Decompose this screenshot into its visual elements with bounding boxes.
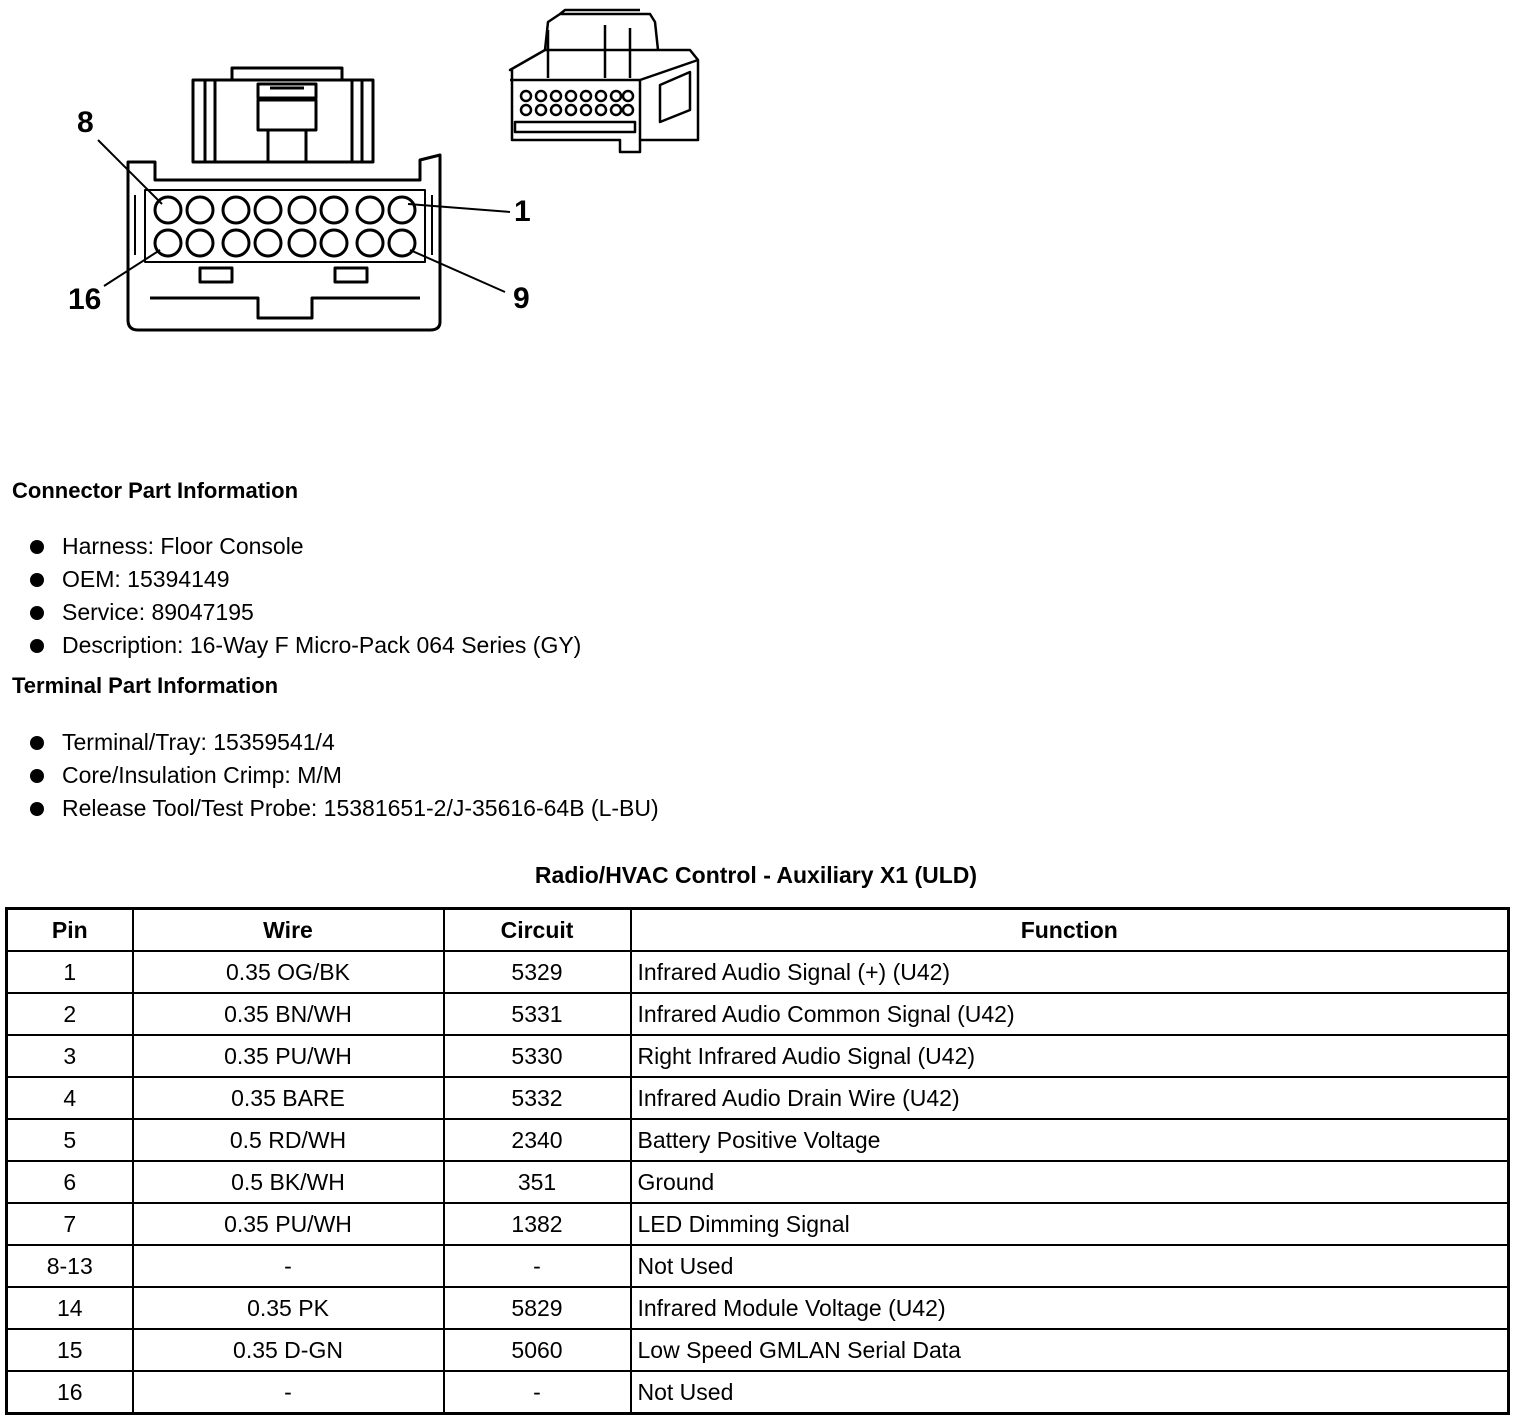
wire-cell: 0.35 PU/WH <box>133 1035 444 1077</box>
wire-cell: 0.35 BN/WH <box>133 993 444 1035</box>
bullet-icon <box>30 573 44 587</box>
pinout-table <box>5 907 1510 1415</box>
table-body <box>7 951 1509 1414</box>
circuit-cell: - <box>444 1371 631 1414</box>
pin-cell: 3 <box>7 1035 133 1077</box>
table-row <box>7 951 1509 993</box>
function-cell: Infrared Module Voltage (U42) <box>631 1287 1509 1329</box>
pin-cell: 4 <box>7 1077 133 1119</box>
wire-cell: 0.35 PU/WH <box>133 1203 444 1245</box>
table-row <box>7 1371 1509 1414</box>
wire-cell: 0.5 RD/WH <box>133 1119 444 1161</box>
circuit-cell: 2340 <box>444 1119 631 1161</box>
bullet-icon <box>30 606 44 620</box>
pin-callout-9: 9 <box>513 282 530 315</box>
wire-cell: 0.35 D-GN <box>133 1329 444 1371</box>
bullet-icon <box>30 736 44 750</box>
circuit-cell: 5329 <box>444 951 631 993</box>
table-header-row <box>7 909 1509 952</box>
wire-cell: 0.35 OG/BK <box>133 951 444 993</box>
pin-cell: 7 <box>7 1203 133 1245</box>
wire-cell: 0.35 BARE <box>133 1077 444 1119</box>
column-header-pin: Pin <box>7 909 133 952</box>
circuit-cell: 5330 <box>444 1035 631 1077</box>
function-cell: LED Dimming Signal <box>631 1203 1509 1245</box>
connector-info-heading: Connector Part Information <box>12 478 299 503</box>
pin-cell: 16 <box>7 1371 133 1414</box>
list-item: Terminal/Tray: 15359541/4 <box>28 726 659 759</box>
list-item: Release Tool/Test Probe: 15381651-2/J-35616-64B (L-BU) <box>28 792 659 825</box>
function-cell: Ground <box>631 1161 1509 1203</box>
circuit-cell: 5060 <box>444 1329 631 1371</box>
circuit-cell: 1382 <box>444 1203 631 1245</box>
bullet-icon <box>30 639 44 653</box>
circuit-cell: 5829 <box>444 1287 631 1329</box>
table-row <box>7 1329 1509 1371</box>
function-cell: Not Used <box>631 1245 1509 1287</box>
table-row <box>7 1203 1509 1245</box>
connector-info-list <box>28 530 581 662</box>
column-header-function: Function <box>631 909 1509 952</box>
table-row <box>7 1161 1509 1203</box>
wire-cell: - <box>133 1371 444 1414</box>
list-item: Core/Insulation Crimp: M/M <box>28 759 659 792</box>
function-cell: Low Speed GMLAN Serial Data <box>631 1329 1509 1371</box>
table-row <box>7 1287 1509 1329</box>
pin-cell: 15 <box>7 1329 133 1371</box>
table-row <box>7 1119 1509 1161</box>
list-item: OEM: 15394149 <box>28 563 581 596</box>
wire-cell: - <box>133 1245 444 1287</box>
list-item: Description: 16-Way F Micro-Pack 064 Series (GY) <box>28 629 581 662</box>
pin-cell: 14 <box>7 1287 133 1329</box>
pin-callout-16: 16 <box>68 283 102 316</box>
pin-cell: 1 <box>7 951 133 993</box>
circuit-cell: 351 <box>444 1161 631 1203</box>
column-header-wire: Wire <box>133 909 444 952</box>
connector-diagram <box>0 0 760 400</box>
bullet-icon <box>30 540 44 554</box>
terminal-info-list <box>28 726 659 825</box>
table-title: Radio/HVAC Control - Auxiliary X1 (ULD) <box>534 862 978 888</box>
pin-cell: 2 <box>7 993 133 1035</box>
function-cell: Infrared Audio Signal (+) (U42) <box>631 951 1509 993</box>
pin-cell: 8-13 <box>7 1245 133 1287</box>
function-cell: Infrared Audio Drain Wire (U42) <box>631 1077 1509 1119</box>
circuit-cell: 5331 <box>444 993 631 1035</box>
pin-cell: 5 <box>7 1119 133 1161</box>
pin-callout-1: 1 <box>514 195 531 228</box>
table-row <box>7 993 1509 1035</box>
function-cell: Not Used <box>631 1371 1509 1414</box>
wire-cell: 0.5 BK/WH <box>133 1161 444 1203</box>
function-cell: Battery Positive Voltage <box>631 1119 1509 1161</box>
connector-isometric-view <box>510 10 698 152</box>
pin-callout-8: 8 <box>77 106 94 139</box>
function-cell: Right Infrared Audio Signal (U42) <box>631 1035 1509 1077</box>
list-item: Harness: Floor Console <box>28 530 581 563</box>
function-cell: Infrared Audio Common Signal (U42) <box>631 993 1509 1035</box>
column-header-circuit: Circuit <box>444 909 631 952</box>
pin-cell: 6 <box>7 1161 133 1203</box>
circuit-cell: 5332 <box>444 1077 631 1119</box>
list-item: Service: 89047195 <box>28 596 581 629</box>
wire-cell: 0.35 PK <box>133 1287 444 1329</box>
bullet-icon <box>30 802 44 816</box>
table-row <box>7 1035 1509 1077</box>
connector-face-view-illustration <box>0 0 760 400</box>
terminal-info-heading: Terminal Part Information <box>12 673 279 698</box>
table-row <box>7 1077 1509 1119</box>
circuit-cell: - <box>444 1245 631 1287</box>
table-row <box>7 1245 1509 1287</box>
bullet-icon <box>30 769 44 783</box>
